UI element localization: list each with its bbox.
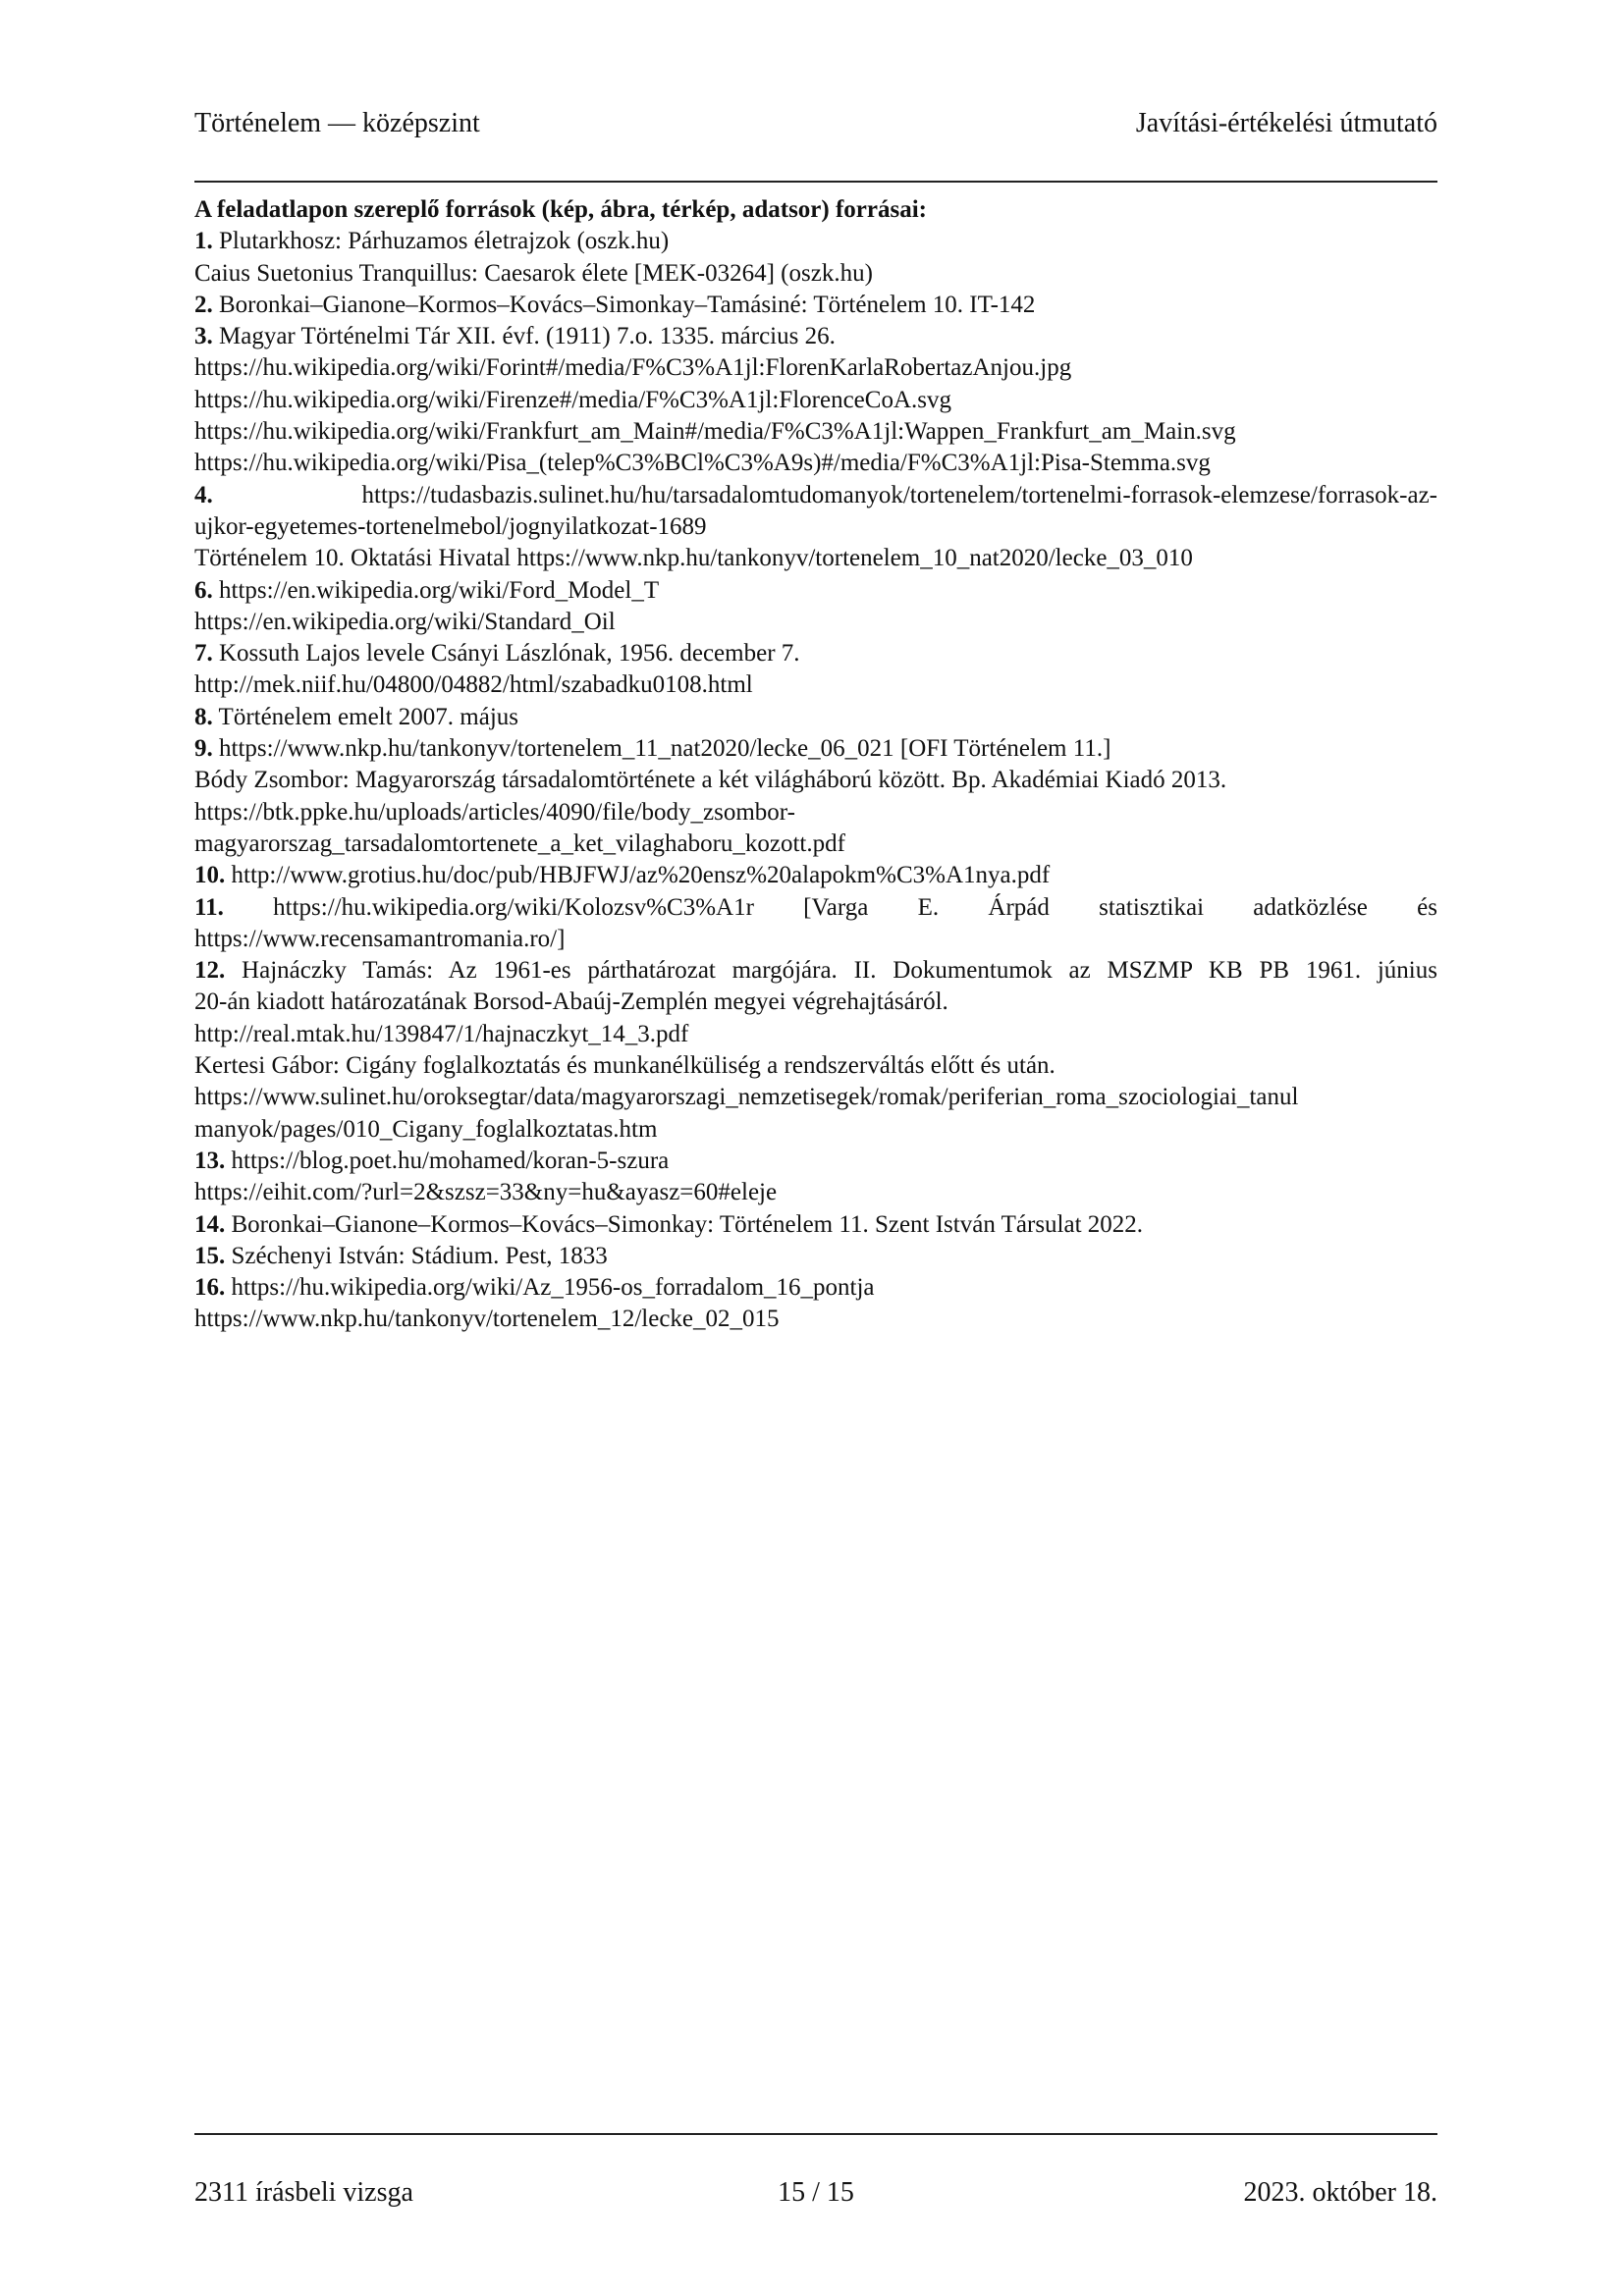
source-text: https://hu.wikipedia.org/wiki/Kolozsv%C3%A1r [Varga E. Árpád statisztikai adatközlése és — [223, 893, 1437, 921]
source-number: 3. — [194, 323, 213, 350]
source-text: Történelem 10. Oktatási Hivatal https://www.nkp.hu/tankonyv/tortenelem_10_nat2020/lecke_03_010 — [194, 545, 1193, 572]
source-number: 13. — [194, 1147, 226, 1174]
source-text: http://real.mtak.hu/139847/1/hajnaczkyt_14_3.pdf — [194, 1020, 689, 1047]
source-line — [194, 543, 1437, 574]
source-line — [194, 1050, 1437, 1082]
source-text: Plutarkhosz: Párhuzamos életrajzok (oszk.hu) — [212, 228, 670, 255]
source-text: https://www.recensamantromania.ro/] — [194, 925, 566, 952]
source-line — [194, 1272, 1437, 1304]
source-line — [194, 828, 1437, 860]
source-line — [194, 765, 1437, 796]
source-line — [194, 575, 1437, 607]
source-text: Széchenyi István: Stádium. Pest, 1833 — [225, 1242, 608, 1269]
source-line — [194, 607, 1437, 638]
source-line — [194, 1146, 1437, 1177]
header-subject: Történelem — középszint — [194, 108, 480, 138]
page-footer — [194, 2177, 1437, 2216]
source-line — [194, 797, 1437, 828]
source-line — [194, 1304, 1437, 1335]
source-text: Boronkai–Gianone–Kormos–Kovács–Simonkay: Történelem 11. Szent István Társulat 2022. — [225, 1210, 1144, 1238]
source-text: https://en.wikipedia.org/wiki/Ford_Model_T — [212, 576, 660, 604]
source-line — [194, 352, 1437, 384]
source-line — [194, 1209, 1437, 1241]
source-line — [194, 416, 1437, 448]
source-line — [194, 669, 1437, 701]
source-number: 11. — [194, 893, 224, 921]
source-number: 16. — [194, 1274, 226, 1302]
source-line — [194, 987, 1437, 1018]
sources-list — [194, 194, 1437, 1336]
header-doc-type: Javítási-értékelési útmutató — [1135, 108, 1437, 138]
source-number: 15. — [194, 1242, 226, 1269]
source-line — [194, 892, 1437, 924]
source-line — [194, 702, 1437, 733]
source-line — [194, 1177, 1437, 1208]
source-line — [194, 860, 1437, 891]
sources-heading: A feladatlapon szereplő források (kép, ábra, térkép, adatsor) forrásai: — [194, 196, 927, 223]
source-text: 20-án kiadott határozatának Borsod-Abaúj-Zemplén megyei végrehajtásáról. — [194, 988, 948, 1016]
source-line — [194, 1114, 1437, 1146]
source-line — [194, 924, 1437, 955]
source-number: 12. — [194, 957, 226, 985]
source-text: https://tudasbazis.sulinet.hu/hu/tarsadalomtudomanyok/tortenelem/tortenelmi-forrasok-elemzese/forrasok-az- — [212, 481, 1437, 508]
source-number: 4. — [194, 481, 213, 508]
source-text: https://hu.wikipedia.org/wiki/Pisa_(telep%C3%BCl%C3%A9s)#/media/F%C3%A1jl:Pisa-Stemma.svg — [194, 450, 1211, 477]
source-text: https://btk.ppke.hu/uploads/articles/4090/file/body_zsombor- — [194, 798, 795, 826]
source-text: magyarorszag_tarsadalomtortenete_a_ket_vilaghaboru_kozott.pdf — [194, 829, 845, 857]
source-number: 1. — [194, 228, 213, 255]
source-lines — [194, 226, 1437, 1335]
footer-rule — [194, 2133, 1437, 2135]
source-text: Caius Suetonius Tranquillus: Caesarok élete [MEK-03264] (oszk.hu) — [194, 259, 873, 287]
source-text: http://www.grotius.hu/doc/pub/HBJFWJ/az%20ensz%20alapokm%C3%A1nya.pdf — [225, 862, 1051, 889]
source-text: Magyar Történelmi Tár XII. évf. (1911) 7.o. 1335. március 26. — [212, 323, 836, 350]
source-text: manyok/pages/010_Cigany_foglalkoztatas.htm — [194, 1115, 658, 1143]
source-line — [194, 385, 1437, 416]
source-line — [194, 1241, 1437, 1272]
source-line — [194, 290, 1437, 321]
source-text: https://en.wikipedia.org/wiki/Standard_Oil — [194, 608, 616, 635]
source-number: 10. — [194, 862, 226, 889]
source-text: Boronkai–Gianone–Kormos–Kovács–Simonkay–Tamásiné: Történelem 10. IT-142 — [212, 291, 1036, 318]
source-text: https://hu.wikipedia.org/wiki/Firenze#/media/F%C3%A1jl:FlorenceCoA.svg — [194, 386, 951, 413]
footer-date: 2023. október 18. — [1243, 2177, 1437, 2208]
source-text: http://mek.niif.hu/04800/04882/html/szabadku0108.html — [194, 671, 753, 699]
source-number: 8. — [194, 703, 213, 730]
source-line — [194, 1082, 1437, 1113]
source-line — [194, 638, 1437, 669]
source-text: https://blog.poet.hu/mohamed/koran-5-szura — [225, 1147, 670, 1174]
source-line — [194, 1019, 1437, 1050]
source-text: Bódy Zsombor: Magyarország társadalomtörténete a két világháború között. Bp. Akadémiai Kiadó 2013. — [194, 767, 1227, 794]
source-line — [194, 511, 1437, 543]
source-number: 6. — [194, 576, 213, 604]
source-number: 14. — [194, 1210, 226, 1238]
source-text: Hajnáczky Tamás: Az 1961-es párthatározat margójára. II. Dokumentumok az MSZMP KB PB 1961. június — [225, 957, 1437, 985]
source-line — [194, 258, 1437, 290]
source-line — [194, 955, 1437, 987]
source-text: https://www.sulinet.hu/oroksegtar/data/magyarorszagi_nemzetisegek/romak/periferian_roma_szociologiai_tanul — [194, 1084, 1299, 1111]
source-text: https://hu.wikipedia.org/wiki/Az_1956-os_forradalom_16_pontja — [225, 1274, 875, 1302]
header-rule — [194, 181, 1437, 183]
page-header — [194, 108, 1437, 147]
footer-page-number: 15 / 15 — [778, 2177, 854, 2208]
source-line — [194, 733, 1437, 765]
source-line — [194, 321, 1437, 352]
source-number: 7. — [194, 640, 213, 667]
source-number: 9. — [194, 735, 213, 763]
source-line — [194, 448, 1437, 479]
source-line — [194, 480, 1437, 511]
source-number: 2. — [194, 291, 213, 318]
source-line — [194, 226, 1437, 257]
source-text: https://eihit.com/?url=2&szsz=33&ny=hu&ayasz=60#eleje — [194, 1179, 778, 1206]
source-text: Történelem emelt 2007. május — [212, 703, 519, 730]
source-text: Kossuth Lajos levele Csányi Lászlónak, 1956. december 7. — [212, 640, 800, 667]
source-text: Kertesi Gábor: Cigány foglalkoztatás és munkanélküliség a rendszerváltás előtt és után. — [194, 1052, 1056, 1080]
footer-exam-code: 2311 írásbeli vizsga — [194, 2177, 413, 2208]
source-text: ujkor-egyetemes-tortenelmebol/jognyilatkozat-1689 — [194, 512, 707, 540]
source-text: https://www.nkp.hu/tankonyv/tortenelem_12/lecke_02_015 — [194, 1306, 780, 1333]
source-text: https://hu.wikipedia.org/wiki/Forint#/media/F%C3%A1jl:FlorenKarlaRobertazAnjou.jpg — [194, 354, 1072, 382]
source-text: https://hu.wikipedia.org/wiki/Frankfurt_am_Main#/media/F%C3%A1jl:Wappen_Frankfurt_am_Main.svg — [194, 418, 1236, 446]
source-text: https://www.nkp.hu/tankonyv/tortenelem_11_nat2020/lecke_06_021 [OFI Történelem 11.] — [212, 735, 1111, 763]
